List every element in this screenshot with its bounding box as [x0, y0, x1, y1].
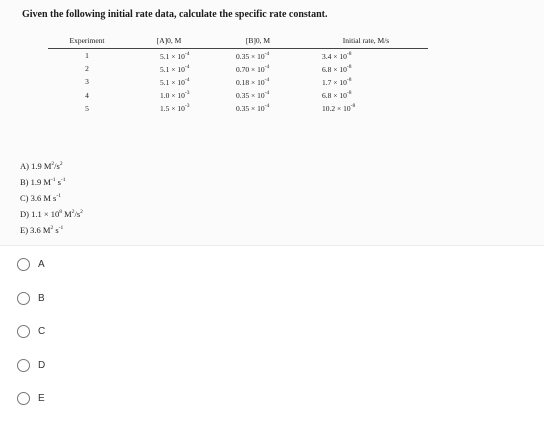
table-row	[48, 49, 428, 63]
choice-b-text: B) 1.9 $M^{-1}$ $s^{-1}$	[20, 177, 66, 187]
cell-initial-rate: $10.2 \times 10^{-8}$	[322, 103, 356, 114]
cell-a-conc: $1.5 \times 10^{-3}$	[160, 103, 190, 114]
answer-label-a: A	[38, 259, 45, 270]
cell-a-conc: $1.0 \times 10^{-3}$	[160, 90, 190, 101]
cell-b-conc: $0.35 \times 10^{-4}$	[236, 90, 270, 101]
cell-b-conc: $0.70 \times 10^{-4}$	[236, 63, 270, 74]
table-row	[48, 75, 428, 88]
radio-button-a[interactable]	[17, 258, 30, 271]
choice-a-text: A) 1.9 $M^2/s^2$	[20, 161, 63, 171]
cell-b-conc: $0.35 \times 10^{-4}$	[236, 103, 270, 114]
answer-label-c: C	[38, 326, 46, 337]
answer-label-e: E	[38, 393, 45, 404]
cell-b-conc: $0.35 \times 10^{-4}$	[236, 50, 270, 61]
cell-b-conc: $0.18 \times 10^{-4}$	[236, 76, 270, 87]
table-row	[48, 89, 428, 102]
cell-experiment: 1	[85, 51, 89, 61]
radio-button-b[interactable]	[17, 292, 30, 305]
cell-experiment: 4	[85, 90, 89, 100]
cell-a-conc: $5.1 \times 10^{-4}$	[160, 63, 190, 74]
cell-experiment: 3	[85, 77, 89, 87]
cell-initial-rate: $3.4 \times 10^{-8}$	[322, 50, 352, 61]
cell-a-conc: $5.1 \times 10^{-4}$	[160, 76, 190, 87]
table-row	[48, 102, 428, 115]
cell-initial-rate: $1.7 \times 10^{-8}$	[322, 76, 352, 87]
header-a-conc: [A]0, M	[126, 35, 212, 49]
header-experiment: Experiment	[48, 35, 126, 49]
cell-experiment: 2	[85, 64, 89, 74]
header-b-conc: [B]0, M	[212, 35, 304, 49]
choice-c-text: C) 3.6 M $s^{-1}$	[20, 193, 61, 203]
cell-initial-rate: $6.8 \times 10^{-8}$	[322, 90, 352, 101]
choice-e-text: E) 3.6 $M^2$ $s^{-1}$	[20, 225, 64, 235]
cell-a-conc: $5.1 \times 10^{-4}$	[160, 50, 190, 61]
table-row	[48, 62, 428, 75]
radio-button-c[interactable]	[17, 325, 30, 338]
answer-label-b: B	[38, 292, 45, 304]
cell-experiment: 5	[85, 103, 89, 113]
header-initial-rate: Initial rate, M/s	[304, 35, 428, 49]
cell-initial-rate: $6.8 \times 10^{-8}$	[322, 63, 352, 74]
answer-choices-text	[20, 157, 83, 237]
table-header-row	[48, 35, 428, 49]
question-prompt: Given the following initial rate data, calculate the specific rate constant.	[22, 9, 328, 20]
answer-label-d: D	[38, 359, 46, 371]
radio-button-d[interactable]	[17, 359, 30, 372]
radio-button-e[interactable]	[17, 392, 30, 405]
rate-data-table	[48, 35, 428, 115]
choice-d-text: D) $1.1 \times 10^8$ $M^2/s^2$	[20, 209, 83, 219]
